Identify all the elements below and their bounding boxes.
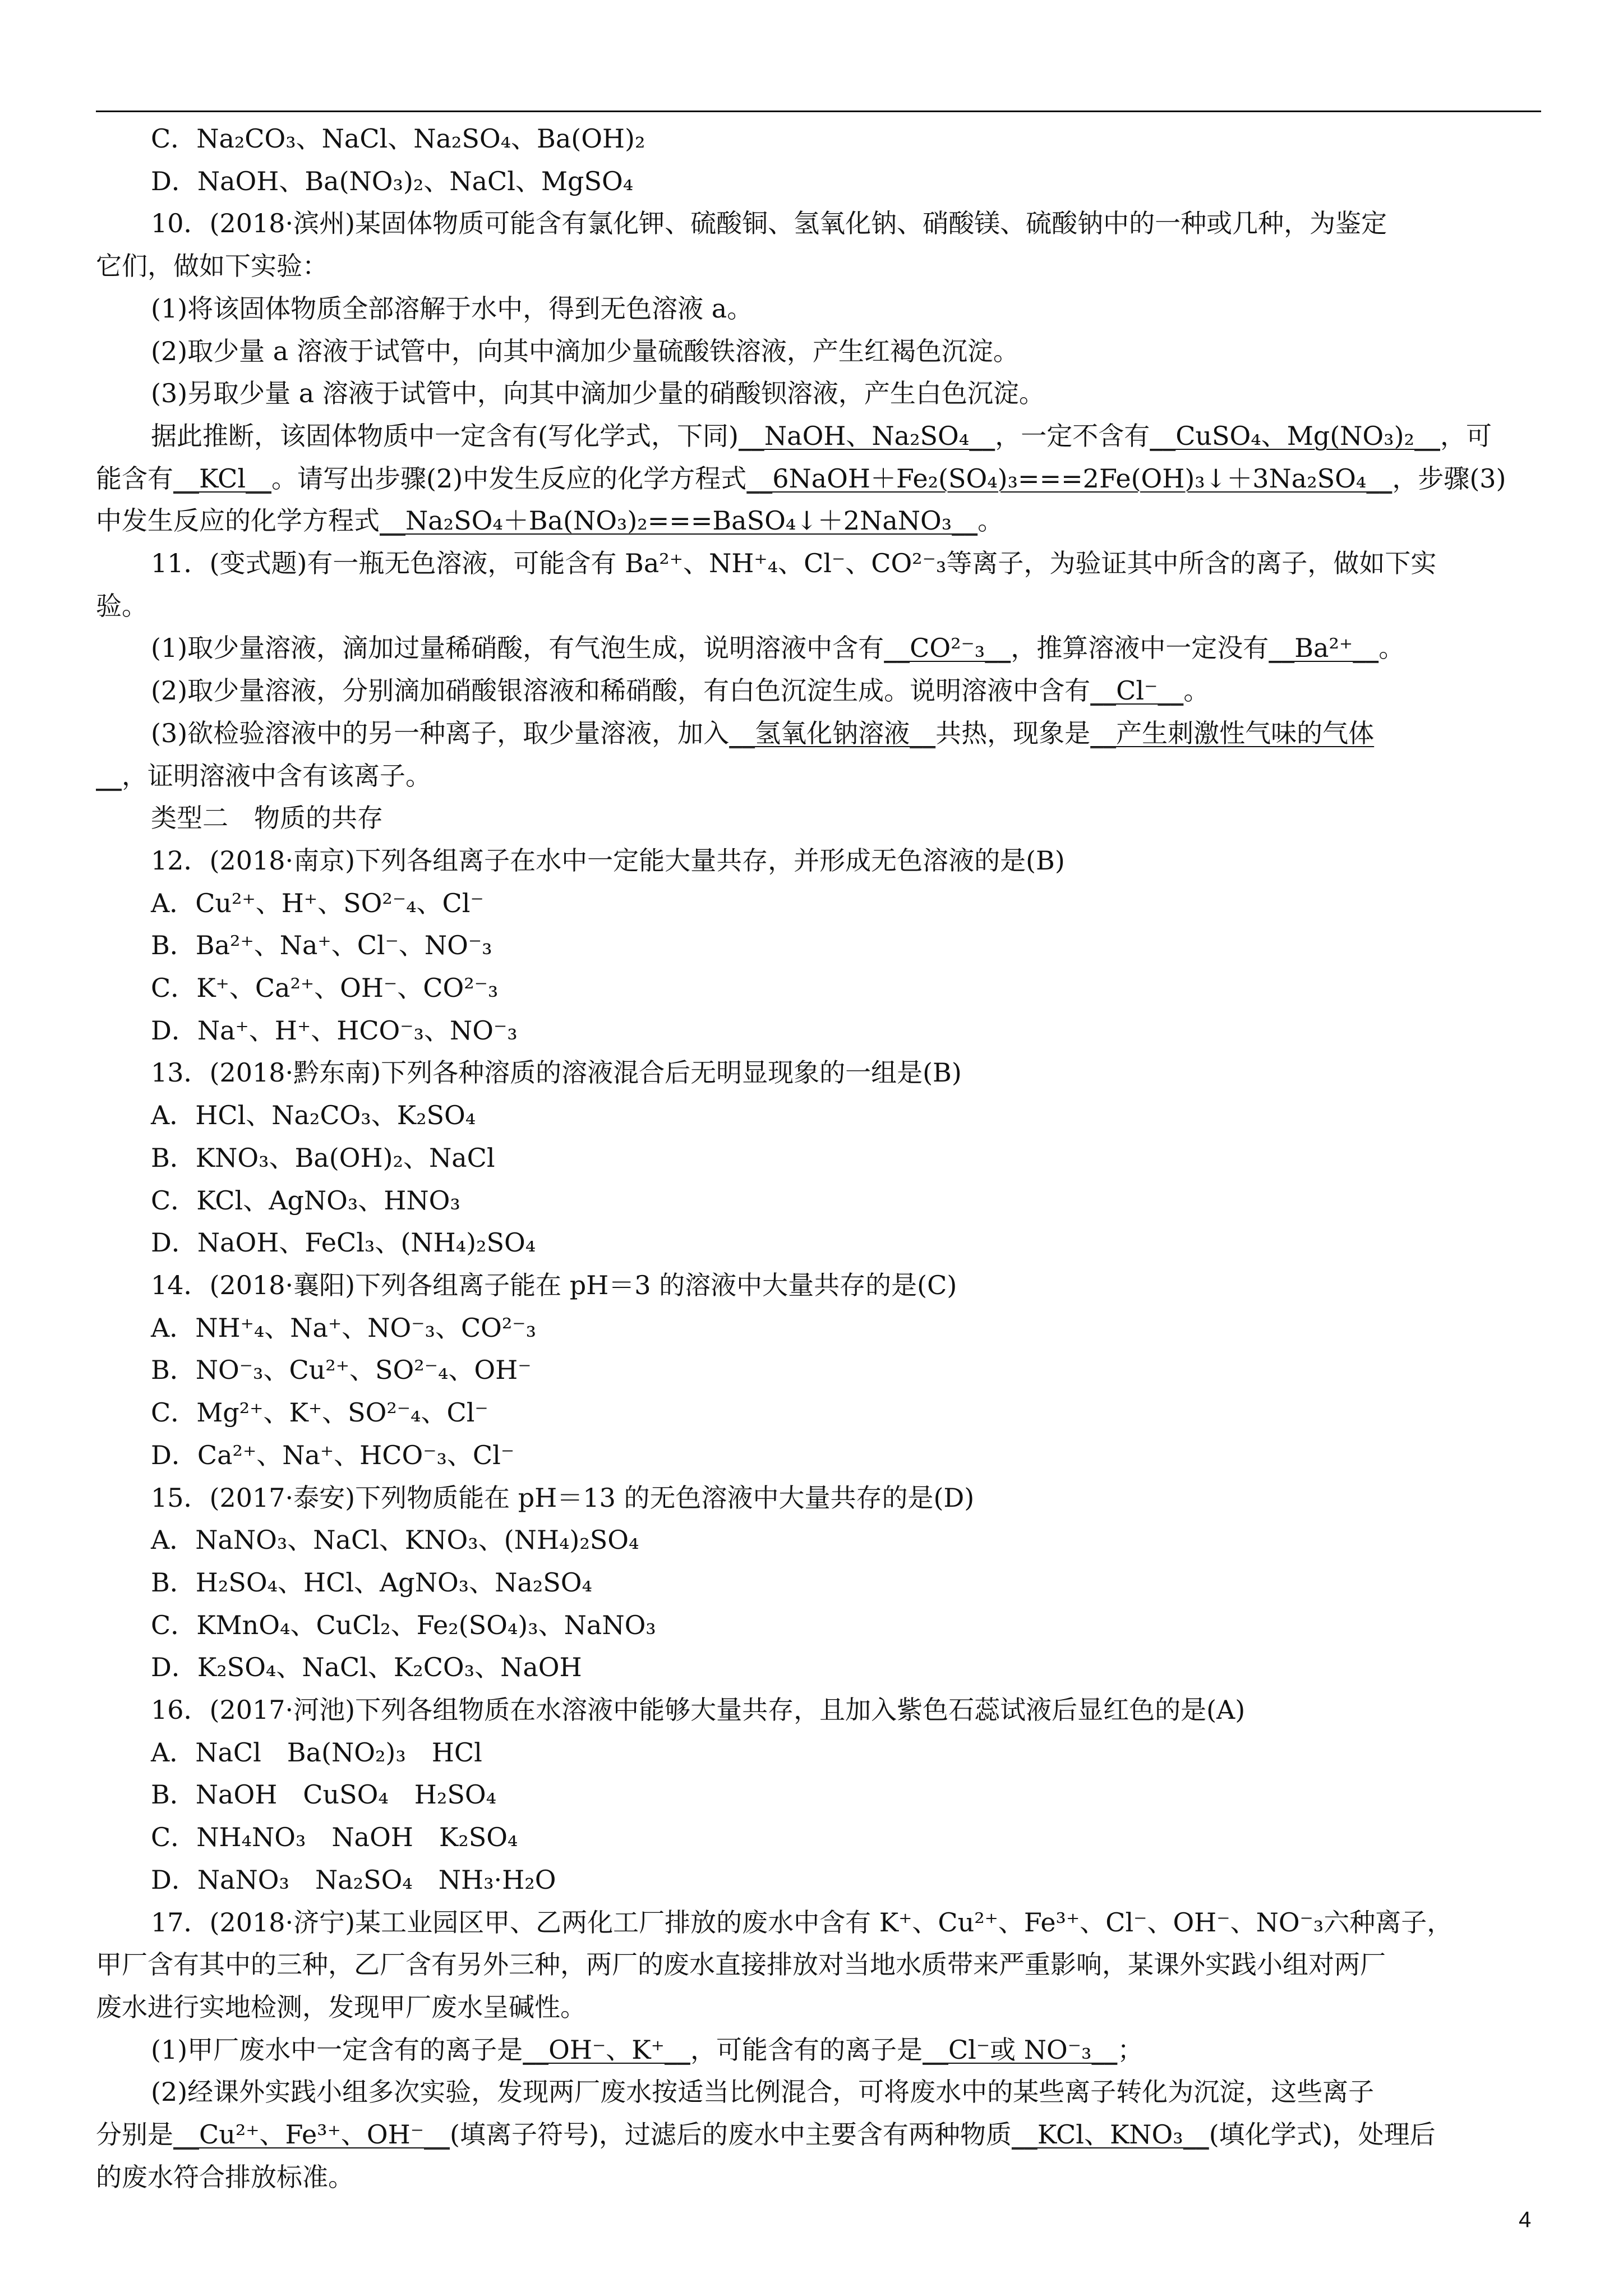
text-segment: 类型二 物质的共存 bbox=[151, 803, 383, 834]
text-segment: B．H₂SO₄、HCl、AgNO₃、Na₂SO₄ bbox=[151, 1567, 592, 1598]
text-segment: 16．(2017·河池)下列各组物质在水溶液中能够大量共存，且加入紫色石蕊试液后显红色的是(A) bbox=[151, 1695, 1246, 1726]
text-segment: D．Na⁺、H⁺、HCO⁻₃、NO⁻₃ bbox=[151, 1015, 518, 1046]
text-line bbox=[96, 1732, 1541, 1774]
text-line bbox=[96, 1349, 1541, 1392]
answer-blank: __Ba²⁺__ bbox=[1269, 633, 1379, 664]
text-line bbox=[96, 1094, 1541, 1137]
text-segment: ，一定不含有 bbox=[995, 420, 1150, 451]
text-line bbox=[96, 500, 1541, 542]
text-line bbox=[96, 160, 1541, 203]
text-segment: B．KNO₃、Ba(OH)₂、NaCl bbox=[151, 1142, 495, 1173]
text-segment: (3)欲检验溶液中的另一种离子，取少量溶液，加入 bbox=[151, 717, 730, 748]
text-line bbox=[96, 1307, 1541, 1350]
answer-blank: __OH⁻、K⁺__ bbox=[523, 2034, 690, 2065]
text-line bbox=[96, 372, 1541, 415]
text-line bbox=[96, 1519, 1541, 1562]
text-line bbox=[96, 330, 1541, 373]
text-line bbox=[96, 2114, 1541, 2156]
text-segment: 分别是 bbox=[96, 2119, 173, 2150]
text-segment: 据此推断，该固体物质中一定含有(写化学式，下同) bbox=[151, 420, 739, 451]
text-segment: ，推算溶液中一定没有 bbox=[1011, 633, 1269, 664]
text-segment: (2)取少量 a 溶液于试管中，向其中滴加少量硫酸铁溶液，产生红褐色沉淀。 bbox=[151, 335, 1019, 366]
text-segment: 它们，做如下实验： bbox=[96, 251, 328, 282]
text-line bbox=[96, 670, 1541, 712]
answer-blank: __氢氧化钠溶液__ bbox=[729, 717, 936, 748]
text-segment: (1)甲厂废水中一定含有的离子是 bbox=[151, 2034, 523, 2065]
text-segment: 。请写出步骤(2)中发生反应的化学方程式 bbox=[271, 463, 747, 494]
text-segment: 。 bbox=[1183, 675, 1210, 706]
text-segment: D．K₂SO₄、NaCl、K₂CO₃、NaOH bbox=[151, 1652, 582, 1683]
text-line bbox=[96, 1052, 1541, 1094]
text-segment: 15．(2017·泰安)下列物质能在 pH＝13 的无色溶液中大量共存的是(D) bbox=[151, 1482, 975, 1513]
text-segment: 17．(2018·济宁)某工业园区甲、乙两化工厂排放的废水中含有 K⁺、Cu²⁺、Fe³⁺、Cl⁻、OH⁻、NO⁻₃六种离子， bbox=[151, 1907, 1453, 1938]
text-segment: (填化学式)，处理后 bbox=[1209, 2119, 1436, 2150]
text-segment: D．Ca²⁺、Na⁺、HCO⁻₃、Cl⁻ bbox=[151, 1439, 515, 1470]
text-segment: ，证明溶液中含有该离子。 bbox=[122, 760, 431, 791]
text-segment: 12．(2018·南京)下列各组离子在水中一定能大量共存，并形成无色溶液的是(B) bbox=[151, 845, 1065, 876]
text-line bbox=[96, 967, 1541, 1010]
text-segment: 13．(2018·黔东南)下列各种溶质的溶液混合后无明显现象的一组是(B) bbox=[151, 1057, 962, 1088]
answer-blank: __CuSO₄、Mg(NO₃)₂__ bbox=[1150, 420, 1440, 451]
text-line bbox=[96, 1986, 1541, 2029]
text-line bbox=[96, 203, 1541, 245]
text-line bbox=[96, 882, 1541, 925]
text-line bbox=[96, 2071, 1541, 2114]
page-number: 4 bbox=[1519, 2207, 1532, 2232]
text-line bbox=[96, 1562, 1541, 1604]
text-segment: A．NH⁺₄、Na⁺、NO⁻₃、CO²⁻₃ bbox=[151, 1312, 537, 1343]
text-segment: 14．(2018·襄阳)下列各组离子能在 pH＝3 的溶液中大量共存的是(C) bbox=[151, 1269, 957, 1300]
answer-blank: __产生刺激性气味的气体 bbox=[1090, 717, 1375, 748]
text-segment: 甲厂含有其中的三种，乙厂含有另外三种，两厂的废水直接排放对当地水质带来严重影响，某课外实践小组对两厂 bbox=[96, 1949, 1386, 1980]
header-rule bbox=[96, 111, 1541, 112]
text-segment: C．NH₄NO₃ NaOH K₂SO₄ bbox=[151, 1822, 518, 1853]
answer-blank: __Cu²⁺、Fe³⁺、OH⁻__ bbox=[173, 2119, 450, 2150]
text-segment: A．Cu²⁺、H⁺、SO²⁻₄、Cl⁻ bbox=[151, 887, 484, 918]
text-segment: 验。 bbox=[96, 590, 147, 621]
text-line bbox=[96, 1689, 1541, 1732]
text-line bbox=[96, 1010, 1541, 1052]
answer-blank: __CO²⁻₃__ bbox=[884, 633, 1011, 664]
text-segment: C．K⁺、Ca²⁺、OH⁻、CO²⁻₃ bbox=[151, 973, 499, 1004]
text-line bbox=[96, 627, 1541, 670]
answer-blank: __6NaOH＋Fe₂(SO₄)₃===2Fe(OH)₃↓＋3Na₂SO₄__ bbox=[746, 463, 1393, 494]
text-line bbox=[96, 1137, 1541, 1180]
text-line bbox=[96, 1434, 1541, 1477]
text-line bbox=[96, 458, 1541, 500]
text-segment: B．Ba²⁺、Na⁺、Cl⁻、NO⁻₃ bbox=[151, 930, 492, 961]
text-line bbox=[96, 1604, 1541, 1647]
text-segment: C．KMnO₄、CuCl₂、Fe₂(SO₄)₃、NaNO₃ bbox=[151, 1609, 656, 1640]
text-segment: C．Mg²⁺、K⁺、SO²⁻₄、Cl⁻ bbox=[151, 1397, 488, 1428]
answer-blank: __ bbox=[96, 760, 122, 791]
text-segment: ，步骤(3) bbox=[1392, 463, 1506, 494]
text-segment: (3)另取少量 a 溶液于试管中，向其中滴加少量的硝酸钡溶液，产生白色沉淀。 bbox=[151, 378, 1045, 409]
answer-blank: __Cl⁻__ bbox=[1090, 675, 1184, 706]
answer-blank: __Na₂SO₄＋Ba(NO₃)₂===BaSO₄↓＋2NaNO₃__ bbox=[380, 505, 978, 536]
text-segment: 能含有 bbox=[96, 463, 173, 494]
text-line bbox=[96, 1774, 1541, 1816]
text-line bbox=[96, 1646, 1541, 1689]
text-line bbox=[96, 755, 1541, 798]
document-body bbox=[96, 118, 1541, 2198]
text-line bbox=[96, 924, 1541, 967]
text-segment: (填离子符号)，过滤后的废水中主要含有两种物质 bbox=[450, 2119, 1012, 2150]
text-line bbox=[96, 1902, 1541, 1944]
answer-blank: __NaOH、Na₂SO₄__ bbox=[738, 420, 995, 451]
text-segment: A．NaNO₃、NaCl、KNO₃、(NH₄)₂SO₄ bbox=[151, 1525, 639, 1556]
answer-blank: __KCl、KNO₃__ bbox=[1011, 2119, 1209, 2150]
text-segment: B．NaOH CuSO₄ H₂SO₄ bbox=[151, 1779, 497, 1810]
text-line bbox=[96, 1180, 1541, 1222]
text-line bbox=[96, 1477, 1541, 1520]
text-line bbox=[96, 118, 1541, 160]
text-segment: 。 bbox=[978, 505, 1004, 536]
text-segment: (2)经课外实践小组多次实验，发现两厂废水按适当比例混合，可将废水中的某些离子转化为沉淀，这些离子 bbox=[151, 2077, 1375, 2108]
text-segment: A．NaCl Ba(NO₂)₃ HCl bbox=[151, 1737, 482, 1768]
text-line bbox=[96, 1859, 1541, 1902]
text-segment: 11．(变式题)有一瓶无色溶液，可能含有 Ba²⁺、NH⁺₄、Cl⁻、CO²⁻₃等离子，为验证其中所含的离子，做如下实 bbox=[151, 548, 1437, 579]
text-segment: ； bbox=[1117, 2034, 1144, 2065]
text-line bbox=[96, 288, 1541, 330]
text-line bbox=[96, 585, 1541, 628]
text-segment: (2)取少量溶液，分别滴加硝酸银溶液和稀硝酸，有白色沉淀生成。说明溶液中含有 bbox=[151, 675, 1091, 706]
text-segment: 的废水符合排放标准。 bbox=[96, 2161, 354, 2192]
text-segment: 废水进行实地检测，发现甲厂废水呈碱性。 bbox=[96, 1991, 586, 2022]
text-segment: D．NaNO₃ Na₂SO₄ NH₃·H₂O bbox=[151, 1864, 556, 1895]
answer-blank: __KCl__ bbox=[173, 463, 272, 494]
text-segment: 。 bbox=[1378, 633, 1405, 664]
text-segment: 中发生反应的化学方程式 bbox=[96, 505, 380, 536]
text-segment: 10．(2018·滨州)某固体物质可能含有氯化钾、硫酸铜、氢氧化钠、硝酸镁、硫酸钠中的一种或几种，为鉴定 bbox=[151, 208, 1387, 239]
text-segment: D．NaOH、Ba(NO₃)₂、NaCl、MgSO₄ bbox=[151, 165, 634, 196]
text-segment: A．HCl、Na₂CO₃、K₂SO₄ bbox=[151, 1100, 476, 1131]
text-line bbox=[96, 2029, 1541, 2072]
text-line bbox=[96, 542, 1541, 585]
text-segment: (1)将该固体物质全部溶解于水中，得到无色溶液 a。 bbox=[151, 293, 753, 324]
text-line bbox=[96, 1816, 1541, 1859]
text-line bbox=[96, 1944, 1541, 1986]
text-line bbox=[96, 245, 1541, 288]
text-segment: (1)取少量溶液，滴加过量稀硝酸，有气泡生成，说明溶液中含有 bbox=[151, 633, 884, 664]
text-segment: B．NO⁻₃、Cu²⁺、SO²⁻₄、OH⁻ bbox=[151, 1355, 532, 1386]
text-segment: ，可能含有的离子是 bbox=[690, 2034, 923, 2065]
answer-blank: __Cl⁻或 NO⁻₃__ bbox=[922, 2034, 1118, 2065]
text-line bbox=[96, 1392, 1541, 1434]
text-line bbox=[96, 415, 1541, 458]
text-line bbox=[96, 1222, 1541, 1264]
text-line bbox=[96, 840, 1541, 882]
text-line bbox=[96, 797, 1541, 840]
text-segment: C．Na₂CO₃、NaCl、Na₂SO₄、Ba(OH)₂ bbox=[151, 123, 645, 154]
text-line bbox=[96, 2156, 1541, 2199]
text-segment: 共热，现象是 bbox=[935, 717, 1091, 748]
text-segment: ，可 bbox=[1440, 420, 1492, 451]
text-segment: D．NaOH、FeCl₃、(NH₄)₂SO₄ bbox=[151, 1227, 536, 1258]
text-line bbox=[96, 1264, 1541, 1307]
text-line bbox=[96, 712, 1541, 755]
text-segment: C．KCl、AgNO₃、HNO₃ bbox=[151, 1185, 460, 1216]
